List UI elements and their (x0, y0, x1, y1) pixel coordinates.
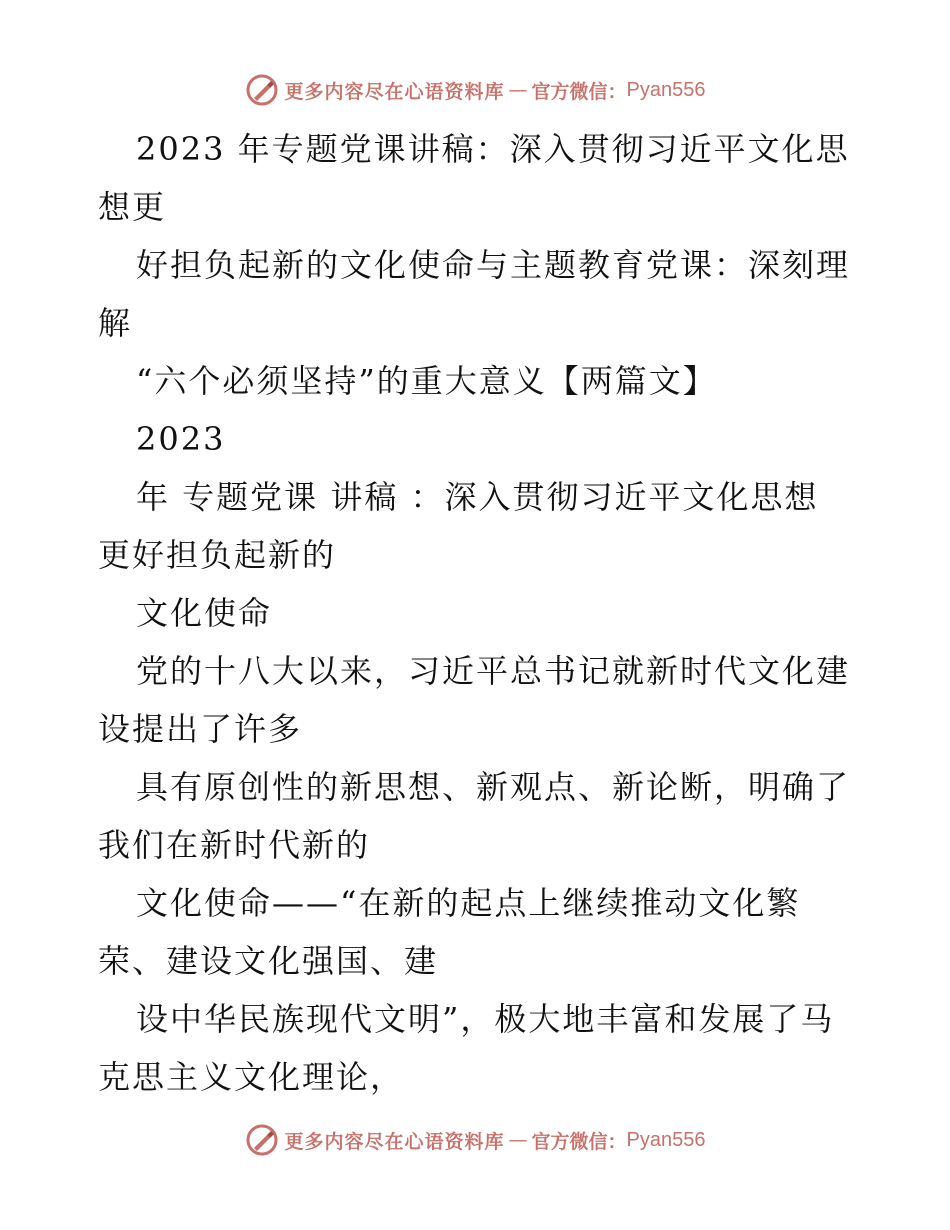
pen-logo-icon (245, 1123, 279, 1157)
banner-contact-id: Pyan556 (626, 78, 706, 101)
banner-contact-id: Pyan556 (626, 1128, 706, 1151)
banner-dash: — (508, 1129, 528, 1151)
footer-watermark-banner (0, 1120, 950, 1160)
text-line: 年 专题党课 讲稿 ：深入贯彻习近平文化思想 (136, 478, 819, 516)
banner-brand-text: 更多内容尽在心语资料库 (284, 80, 505, 103)
banner-contact-label: 官方微信： (531, 1130, 627, 1153)
banner-contact-label: 官方微信： (531, 80, 627, 103)
text-line: 党的十八大以来，习近平总书记就新时代文化建 (136, 652, 851, 690)
text-line: 好担负起新的文化使命与主题教育党课：深刻理 (136, 246, 851, 284)
text-line: 想更 (98, 188, 167, 226)
text-line: 我们在新时代新的 (98, 826, 371, 864)
banner-dash: — (508, 79, 528, 101)
document-body (98, 120, 858, 1106)
text-line: 解 (98, 304, 133, 342)
text-line: 设中华民族现代文明”，极大地丰富和发展了马 (136, 1000, 835, 1038)
text-line: 2023 (136, 420, 226, 458)
header-watermark-banner (0, 70, 950, 110)
text-line: 文化使命 (136, 594, 273, 632)
banner-brand-text: 更多内容尽在心语资料库 (284, 1130, 505, 1153)
pen-logo-icon (245, 73, 279, 107)
text-line: “六个必须坚持”的重大意义【两篇文】 (136, 362, 717, 400)
text-line: 克思主义文化理论， (98, 1058, 405, 1096)
text-line: 更好担负起新的 (98, 536, 337, 574)
text-line: 2023 年专题党课讲稿：深入贯彻习近平文化思 (136, 130, 850, 168)
text-line: 文化使命——“在新的起点上继续推动文化繁 (136, 884, 801, 922)
text-line: 具有原创性的新思想、新观点、新论断，明确了 (136, 768, 851, 806)
text-line: 荣、建设文化强国、建 (98, 942, 439, 980)
text-line: 设提出了许多 (98, 710, 303, 748)
